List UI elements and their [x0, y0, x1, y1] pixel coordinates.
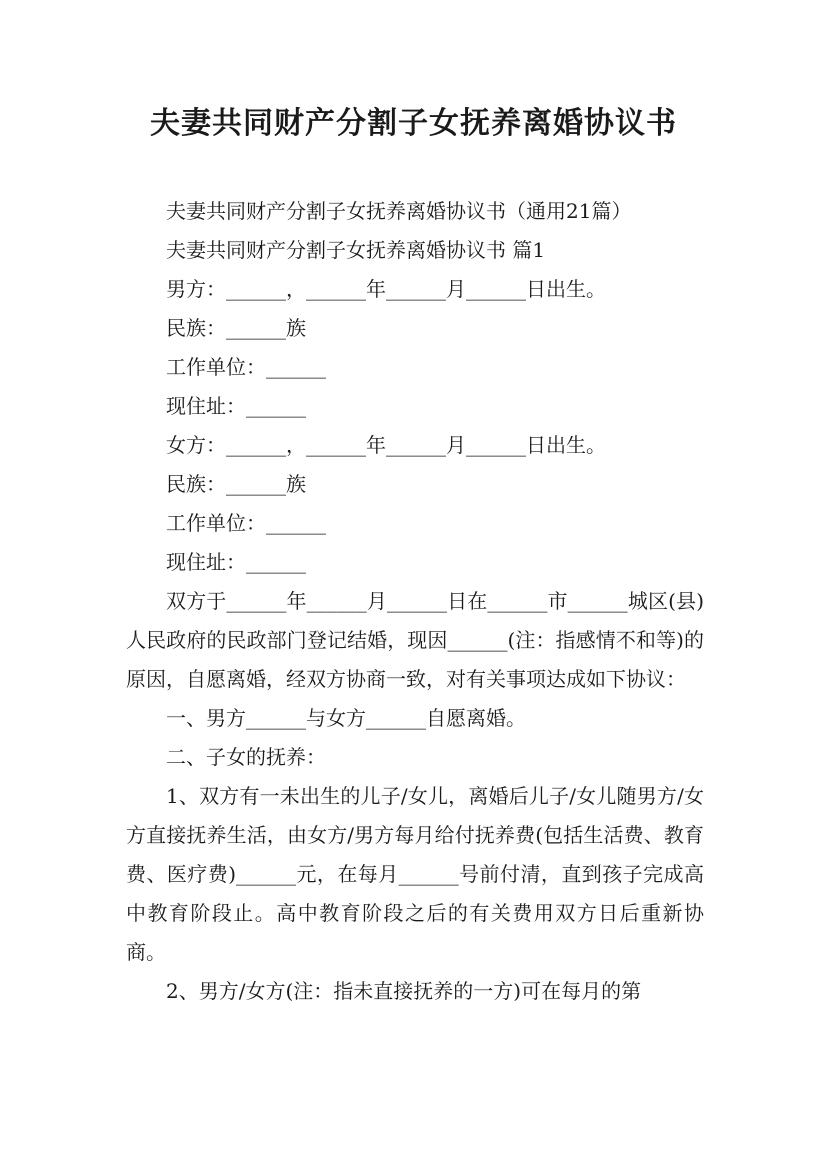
paragraph: 民族：______族	[166, 316, 306, 340]
document-body	[126, 192, 704, 1011]
paragraph: 现住址：______	[166, 394, 306, 418]
paragraph: 现住址：______	[166, 550, 306, 574]
paragraph: 夫妻共同财产分割子女抚养离婚协议书 篇1	[166, 238, 546, 262]
paragraph: 女方：______，______年______月______日出生。	[166, 433, 606, 457]
paragraph: 一、男方______与女方______自愿离婚。	[166, 706, 526, 730]
paragraph: 工作单位：______	[166, 355, 326, 379]
paragraph: 二、子女的抚养：	[166, 745, 326, 769]
paragraph: 男方：______，______年______月______日出生。	[166, 277, 606, 301]
document-title: 夫妻共同财产分割子女抚养离婚协议书	[150, 106, 677, 141]
paragraph: 工作单位：______	[166, 511, 326, 535]
paragraph: 2、男方/女方(注：指未直接抚养的一方)可在每月的第	[166, 979, 642, 1003]
paragraph: 民族：______族	[166, 472, 306, 496]
paragraph: 双方于______年______月______日在______市______城区(县)人民政府的民政部门登记结婚，现因______(注：指感情不和等)的原因，自愿离婚，经双方协商一致，对有关事项达成如下协议：	[126, 589, 704, 691]
paragraph: 1、双方有一未出生的儿子/女儿，离婚后儿子/女儿随男方/女方直接抚养生活，由女方/男方每月给付抚养费(包括生活费、教育费、医疗费)______元，在每月______号前付清，直到孩子完成高中教育阶段止。高中教育阶段之后的有关费用双方日后重新协商。	[126, 784, 704, 964]
paragraph: 夫妻共同财产分割子女抚养离婚协议书（通用21篇）	[166, 199, 632, 223]
